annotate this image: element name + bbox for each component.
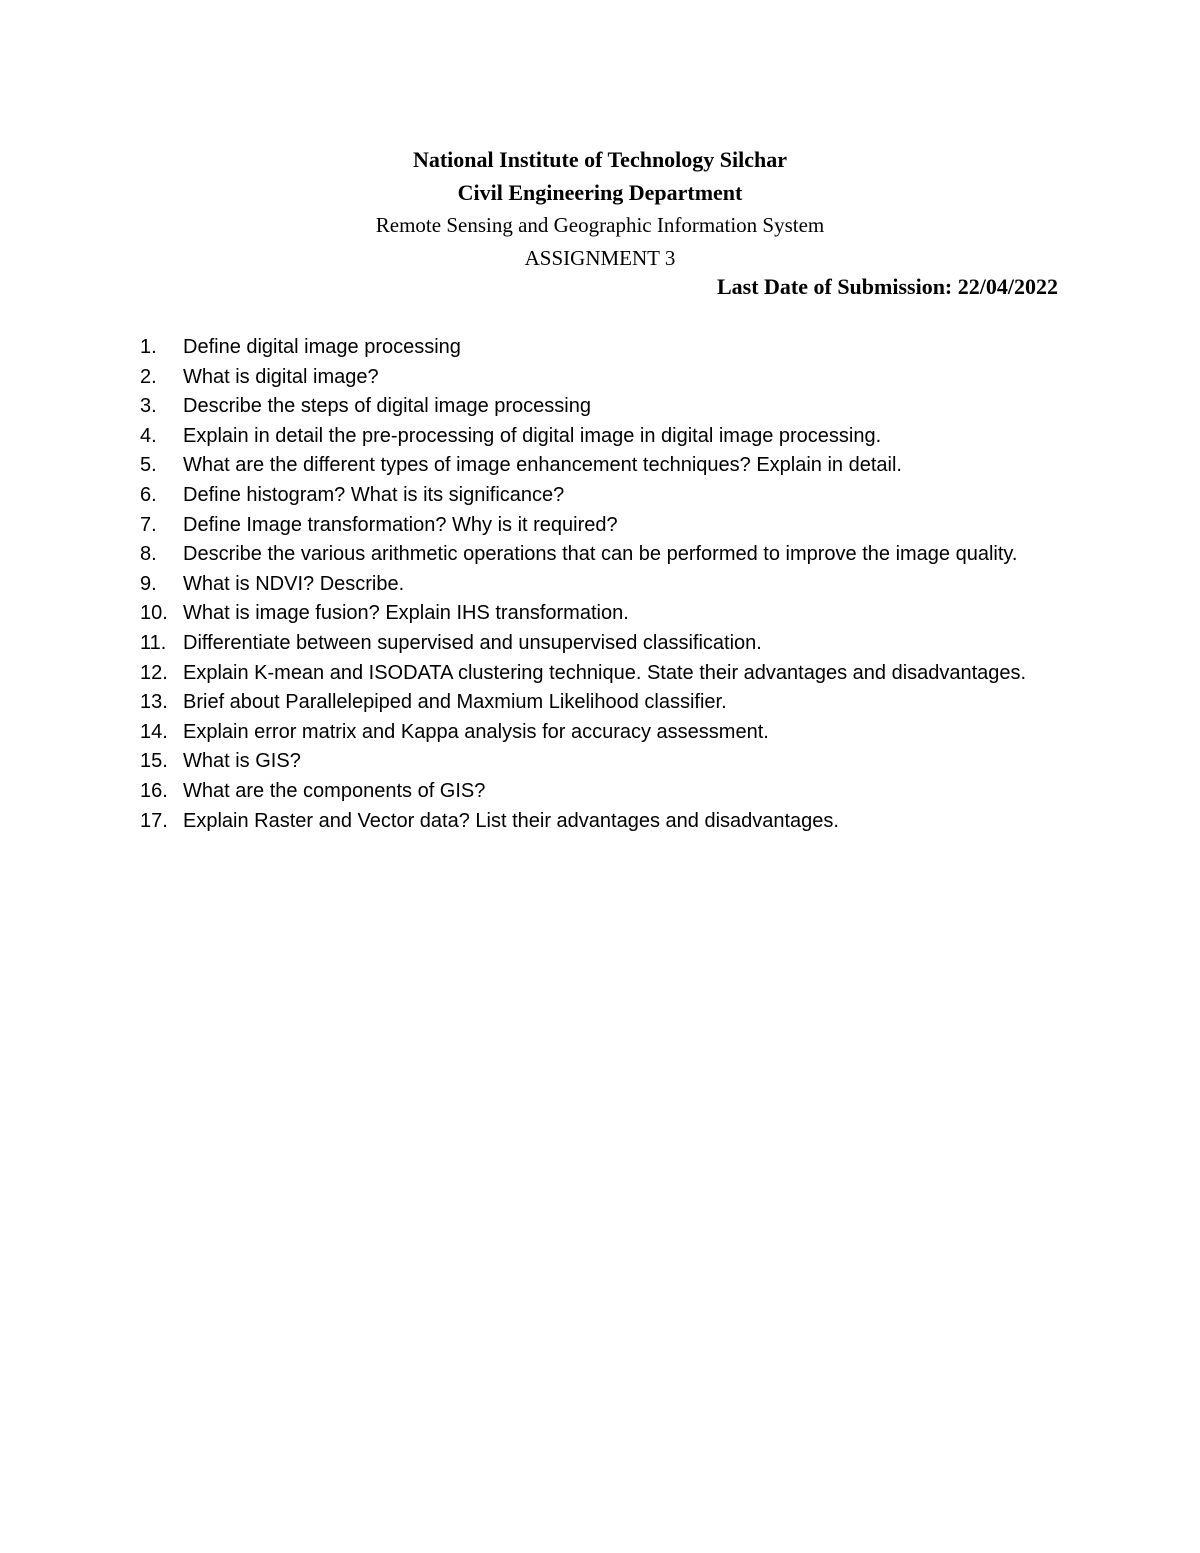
question-text: Define digital image processing bbox=[183, 336, 461, 358]
question-number: 11. bbox=[140, 631, 167, 654]
department-name: Civil Engineering Department bbox=[457, 180, 743, 205]
question-item bbox=[140, 570, 1060, 600]
question-text: Define Image transformation? Why is it required? bbox=[183, 513, 618, 536]
question-item bbox=[140, 540, 1060, 570]
submission-deadline: Last Date of Submission: 22/04/2022 bbox=[716, 274, 1058, 299]
question-number: 16. bbox=[140, 779, 168, 802]
question-item bbox=[140, 363, 1060, 393]
question-number: 3. bbox=[140, 395, 157, 418]
question-item bbox=[140, 747, 1060, 777]
question-number: 6. bbox=[140, 483, 157, 506]
course-name: Remote Sensing and Geographic Information System bbox=[375, 213, 825, 237]
question-number: 17. bbox=[140, 809, 168, 832]
question-number: 13. bbox=[140, 691, 168, 714]
question-text: Define histogram? What is its significance? bbox=[183, 483, 565, 506]
question-text: Describe the steps of digital image processing bbox=[183, 395, 591, 418]
question-text: What is NDVI? Describe. bbox=[183, 572, 405, 595]
question-item bbox=[140, 392, 1060, 422]
question-text: What is digital image? bbox=[183, 365, 379, 388]
question-text: Explain K-mean and ISODATA clustering technique. State their advantages and disadvantages. bbox=[183, 661, 1027, 684]
institute-name: National Institute of Technology Silchar bbox=[412, 147, 788, 172]
question-number: 15. bbox=[140, 750, 168, 773]
question-number: 14. bbox=[140, 720, 168, 743]
question-number: 8. bbox=[140, 543, 157, 566]
question-number: 4. bbox=[140, 424, 157, 447]
question-text: Explain in detail the pre-processing of digital image in digital image processing. bbox=[183, 424, 882, 447]
question-item bbox=[140, 777, 1060, 807]
question-item bbox=[140, 659, 1060, 689]
question-text: Explain error matrix and Kappa analysis for accuracy assessment. bbox=[183, 720, 769, 743]
document-header bbox=[0, 143, 1200, 275]
question-text: What is GIS? bbox=[183, 750, 301, 773]
question-item bbox=[140, 422, 1060, 452]
question-number: 5. bbox=[140, 454, 157, 477]
assignment-title: ASSIGNMENT 3 bbox=[524, 246, 676, 270]
question-text: Brief about Parallelepiped and Maxmium Likelihood classifier. bbox=[183, 691, 727, 714]
question-number: 10. bbox=[140, 602, 168, 625]
question-text: Explain Raster and Vector data? List their advantages and disadvantages. bbox=[183, 809, 839, 832]
question-item bbox=[140, 688, 1060, 718]
question-number: 9. bbox=[140, 572, 157, 595]
question-item bbox=[140, 629, 1060, 659]
question-item bbox=[140, 599, 1060, 629]
question-text: Differentiate between supervised and unsupervised classification. bbox=[183, 631, 762, 654]
question-item bbox=[140, 511, 1060, 541]
question-text: What are the components of GIS? bbox=[183, 779, 486, 802]
question-item bbox=[140, 451, 1060, 481]
question-number: 1. bbox=[140, 336, 157, 358]
question-number: 2. bbox=[140, 365, 157, 388]
question-text: Describe the various arithmetic operations that can be performed to improve the image quality. bbox=[183, 543, 1018, 566]
question-item bbox=[140, 718, 1060, 748]
question-item bbox=[140, 333, 1060, 363]
question-item bbox=[140, 807, 1060, 837]
question-text: What are the different types of image enhancement techniques? Explain in detail. bbox=[183, 454, 902, 477]
question-item bbox=[140, 481, 1060, 511]
question-text: What is image fusion? Explain IHS transformation. bbox=[183, 602, 629, 625]
question-list bbox=[140, 333, 1060, 836]
question-number: 12. bbox=[140, 661, 168, 684]
question-number: 7. bbox=[140, 513, 157, 536]
